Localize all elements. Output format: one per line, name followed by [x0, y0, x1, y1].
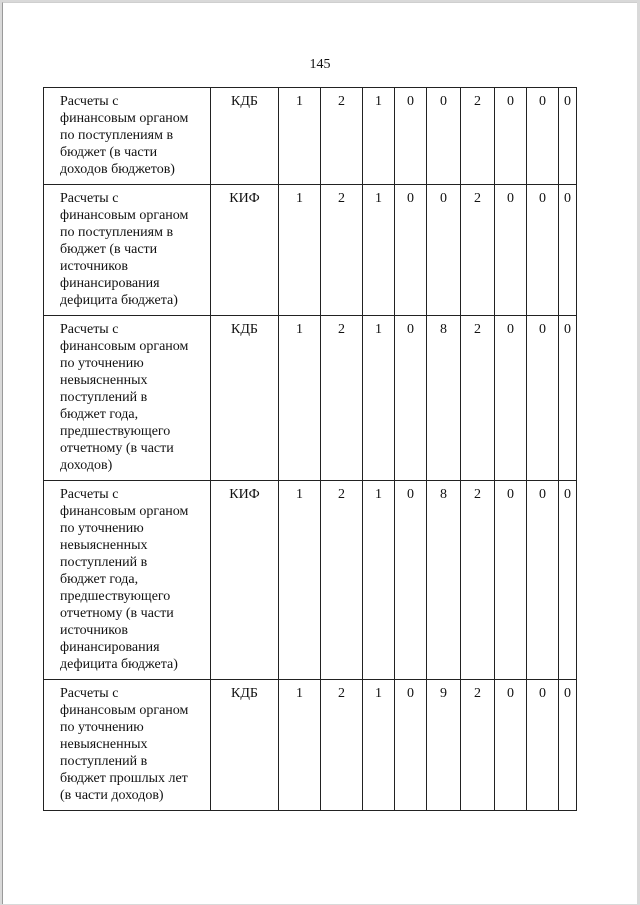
account-digit-cell: 1: [363, 185, 395, 316]
table-row: [44, 316, 577, 481]
account-name-line: дефицита бюджета): [60, 657, 178, 672]
account-name-cell: [44, 185, 211, 316]
account-name-line: бюджет прошлых лет: [60, 771, 188, 786]
account-digit-cell: 0: [527, 316, 559, 481]
account-name-line: доходов): [60, 458, 113, 473]
account-name-line: поступлений в: [60, 555, 148, 570]
account-digit-cell: 0: [395, 316, 427, 481]
budget-code-cell: КДБ: [211, 680, 279, 811]
account-digit-cell: 1: [363, 481, 395, 680]
account-digit-cell: 1: [279, 185, 321, 316]
account-name-line: финансовым органом: [60, 111, 189, 126]
account-digit-cell: 0: [559, 185, 577, 316]
account-digit-cell: 8: [427, 481, 461, 680]
account-digit-cell: 0: [395, 481, 427, 680]
account-name-cell: [44, 316, 211, 481]
account-name-line: финансовым органом: [60, 208, 189, 223]
budget-code-cell: КДБ: [211, 88, 279, 185]
account-digit-cell: 0: [395, 185, 427, 316]
account-name-cell: [44, 680, 211, 811]
account-name-line: бюджет (в части: [60, 242, 158, 257]
account-name-line: финансирования: [60, 276, 160, 291]
account-digit-cell: 1: [279, 88, 321, 185]
table-row: [44, 88, 577, 185]
account-digit-cell: 1: [279, 680, 321, 811]
budget-code-cell: КИФ: [211, 481, 279, 680]
account-digit-cell: 2: [461, 481, 495, 680]
account-name-line: невыясненных: [60, 538, 148, 553]
budget-code-cell: КИФ: [211, 185, 279, 316]
account-name-cell: [44, 88, 211, 185]
account-name-line: (в части доходов): [60, 788, 164, 803]
account-name-line: отчетному (в части: [60, 441, 174, 456]
account-name-line: невыясненных: [60, 737, 148, 752]
account-name-line: финансирования: [60, 640, 160, 655]
account-digit-cell: 2: [461, 88, 495, 185]
account-name-line: предшествующего: [60, 424, 171, 439]
account-name-line: бюджет (в части: [60, 145, 158, 160]
account-digit-cell: 2: [461, 185, 495, 316]
account-name-line: невыясненных: [60, 373, 148, 388]
account-name-line: Расчеты с: [60, 686, 119, 701]
account-digit-cell: 0: [427, 88, 461, 185]
account-digit-cell: 2: [321, 680, 363, 811]
account-digit-cell: 0: [495, 680, 527, 811]
account-digit-cell: 1: [279, 316, 321, 481]
account-digit-cell: 0: [427, 185, 461, 316]
budget-code-cell: КДБ: [211, 316, 279, 481]
account-digit-cell: 0: [395, 88, 427, 185]
account-digit-cell: 0: [527, 88, 559, 185]
account-name-line: источников: [60, 259, 129, 274]
account-name-line: по уточнению: [60, 521, 144, 536]
account-digit-cell: 0: [495, 88, 527, 185]
page-number: 145: [309, 57, 331, 72]
account-digit-cell: 0: [495, 185, 527, 316]
account-digit-cell: 0: [527, 481, 559, 680]
table-row: [44, 481, 577, 680]
account-digit-cell: 0: [527, 680, 559, 811]
account-name-line: по уточнению: [60, 720, 144, 735]
account-name-line: источников: [60, 623, 129, 638]
account-name-line: Расчеты с: [60, 94, 119, 109]
account-digit-cell: 2: [461, 316, 495, 481]
account-name-line: поступлений в: [60, 390, 148, 405]
account-name-line: по поступлениям в: [60, 128, 174, 143]
account-name-line: по уточнению: [60, 356, 144, 371]
table-row: [44, 185, 577, 316]
account-name-line: финансовым органом: [60, 504, 189, 519]
account-digit-cell: 0: [495, 481, 527, 680]
account-digit-cell: 1: [363, 680, 395, 811]
account-name-line: бюджет года,: [60, 572, 139, 587]
account-name-line: дефицита бюджета): [60, 293, 178, 308]
account-digit-cell: 1: [363, 88, 395, 185]
accounts-table: [43, 87, 577, 811]
account-name-line: финансовым органом: [60, 703, 189, 718]
account-name-line: доходов бюджетов): [60, 162, 175, 177]
account-name-line: Расчеты с: [60, 191, 119, 206]
account-digit-cell: 0: [527, 185, 559, 316]
account-name-line: финансовым органом: [60, 339, 189, 354]
account-digit-cell: 0: [559, 316, 577, 481]
account-name-line: Расчеты с: [60, 322, 119, 337]
account-digit-cell: 0: [395, 680, 427, 811]
account-name-cell: [44, 481, 211, 680]
account-digit-cell: 0: [559, 88, 577, 185]
account-digit-cell: 0: [559, 481, 577, 680]
account-name-line: предшествующего: [60, 589, 171, 604]
table-row: [44, 680, 577, 811]
account-digit-cell: 2: [461, 680, 495, 811]
account-digit-cell: 0: [559, 680, 577, 811]
account-digit-cell: 1: [279, 481, 321, 680]
account-digit-cell: 0: [495, 316, 527, 481]
account-digit-cell: 1: [363, 316, 395, 481]
account-digit-cell: 2: [321, 481, 363, 680]
account-name-line: Расчеты с: [60, 487, 119, 502]
account-name-line: бюджет года,: [60, 407, 139, 422]
account-name-line: поступлений в: [60, 754, 148, 769]
account-digit-cell: 8: [427, 316, 461, 481]
account-digit-cell: 2: [321, 316, 363, 481]
account-name-line: отчетному (в части: [60, 606, 174, 621]
account-digit-cell: 2: [321, 185, 363, 316]
account-digit-cell: 9: [427, 680, 461, 811]
account-digit-cell: 2: [321, 88, 363, 185]
account-name-line: по поступлениям в: [60, 225, 174, 240]
